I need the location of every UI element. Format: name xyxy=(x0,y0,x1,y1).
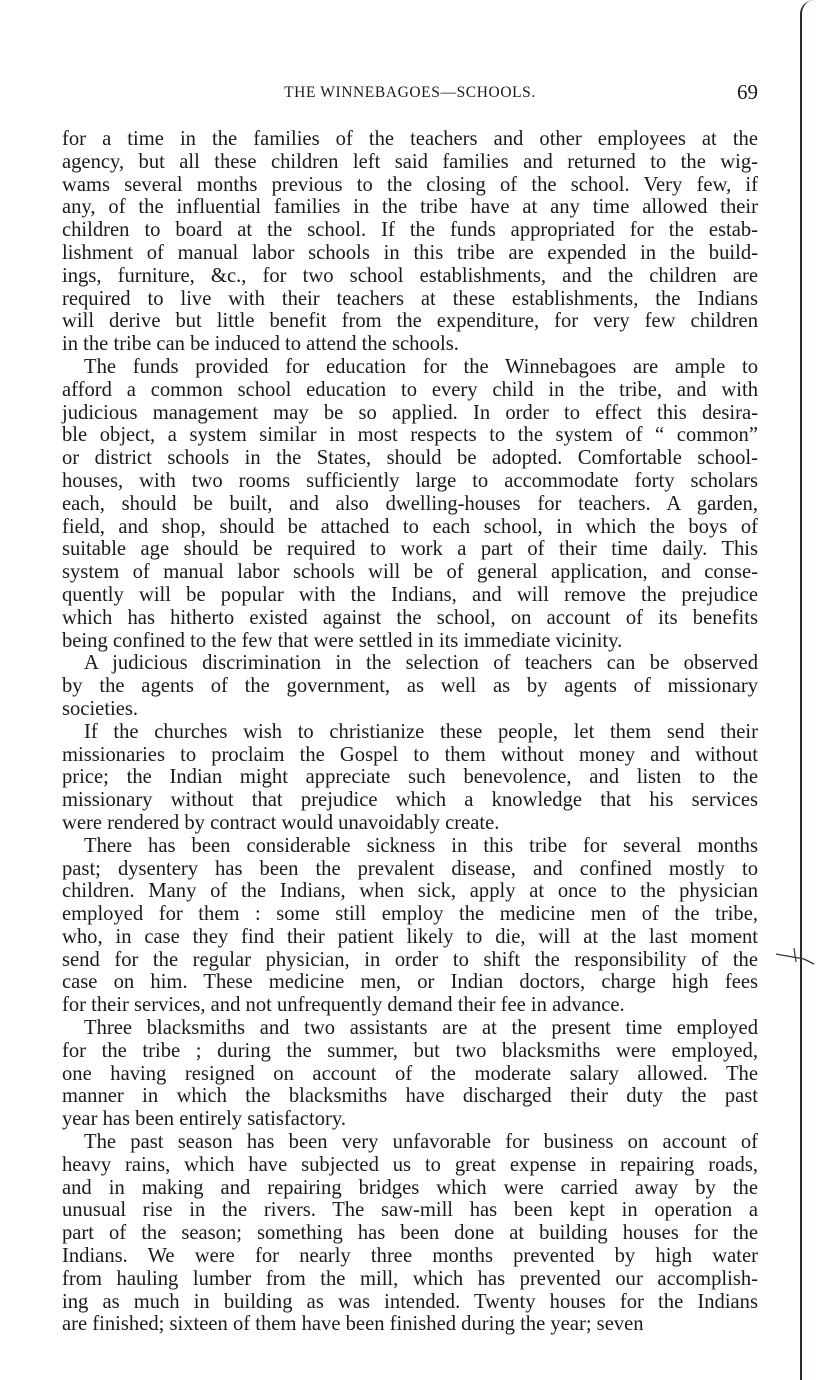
text-line: There has been considerable sickness in this tribe for several months xyxy=(84,834,758,857)
paragraph xyxy=(62,652,758,720)
text-line: were rendered by contract would unavoidably create. xyxy=(62,811,500,834)
text-line: price; the Indian might appreciate such benevolence, and listen to the xyxy=(62,766,758,789)
text-line: for their services, and not unfrequently demand their fee in advance. xyxy=(62,994,625,1017)
text-line: children. Many of the Indians, when sick, apply at once to the physician xyxy=(62,880,758,903)
text-line: one having resigned on account of the moderate salary allowed. The xyxy=(62,1062,758,1085)
text-line: from hauling lumber from the mill, which has prevented our accomplish- xyxy=(62,1267,758,1290)
text-line: send for the regular physician, in order to shift the responsibility of the xyxy=(62,948,758,971)
text-line: and in making and repairing bridges which were carried away by the xyxy=(62,1176,758,1199)
text-line: part of the season; something has been done at building houses for the xyxy=(62,1222,758,1245)
text-line: system of manual labor schools will be of general application, and conse- xyxy=(62,561,758,584)
text-line: being confined to the few that were settled in its immediate vicinity. xyxy=(62,629,623,652)
text-line: which has hitherto existed against the school, on account of its benefits xyxy=(62,606,758,629)
text-line: The past season has been very unfavorable for business on account of xyxy=(84,1131,758,1154)
text-line: any, of the influential families in the tribe have at any time allowed their xyxy=(62,196,758,219)
text-line: houses, with two rooms sufficiently large to accommodate forty scholars xyxy=(62,469,758,492)
paragraph xyxy=(62,356,758,652)
text-line: will derive but little benefit from the expenditure, for very few children xyxy=(62,310,758,333)
text-line: quently will be popular with the Indians, and will remove the prejudice xyxy=(62,583,758,606)
paragraph xyxy=(62,835,758,1017)
text-line: Indians. We were for nearly three months prevented by high water xyxy=(62,1245,758,1268)
text-line: agency, but all these children left said families and returned to the wig- xyxy=(62,150,758,173)
body-text xyxy=(62,128,758,1336)
text-line: wams several months previous to the closing of the school. Very few, if xyxy=(62,173,758,196)
page-number: 69 xyxy=(737,80,758,104)
text-line: missionary without that prejudice which a knowledge that his services xyxy=(62,789,758,812)
text-line: suitable age should be required to work a part of their time daily. This xyxy=(62,538,758,561)
margin-annotation-mark xyxy=(774,944,816,968)
paragraph xyxy=(62,1017,758,1131)
text-line: are finished; sixteen of them have been finished during the year; seven xyxy=(62,1313,644,1336)
text-line: judicious management may be so applied. In order to effect this desira- xyxy=(62,401,758,424)
text-line: afford a common school education to every child in the tribe, and with xyxy=(62,378,758,401)
text-line: past; dysentery has been the prevalent disease, and confined mostly to xyxy=(62,857,758,880)
text-line: for the tribe ; during the summer, but two blacksmiths were employed, xyxy=(62,1039,758,1062)
text-line: societies. xyxy=(62,697,139,720)
text-line: heavy rains, which have subjected us to great expense in repairing roads, xyxy=(62,1153,758,1176)
text-line: A judicious discrimination in the selection of teachers can be observed xyxy=(84,652,758,675)
page-header xyxy=(62,80,758,108)
text-line: unusual rise in the rivers. The saw-mill has been kept in operation a xyxy=(62,1199,758,1222)
text-line: ing as much in building as was intended. Twenty houses for the Indians xyxy=(62,1290,758,1313)
text-line: by the agents of the government, as well as by agents of missionary xyxy=(62,675,758,698)
text-line: year has been entirely satisfactory. xyxy=(62,1108,346,1131)
text-line: each, should be built, and also dwelling-houses for teachers. A garden, xyxy=(62,492,758,515)
running-title: THE WINNEBAGOES—SCHOOLS. xyxy=(284,84,536,101)
text-line: missionaries to proclaim the Gospel to them without money and without xyxy=(62,743,758,766)
text-line: ings, furniture, &c., for two school establishments, and the children are xyxy=(62,264,758,287)
text-line: for a time in the families of the teachers and other employees at the xyxy=(62,128,758,150)
text-line: If the churches wish to christianize these people, let them send their xyxy=(84,720,758,743)
text-line: employed for them : some still employ the medicine men of the tribe, xyxy=(62,903,758,926)
paragraph xyxy=(62,721,758,835)
paragraph xyxy=(62,128,758,356)
text-line: or district schools in the States, should be adopted. Comfortable school- xyxy=(62,447,758,470)
text-line: The funds provided for education for the Winnebagoes are ample to xyxy=(84,355,758,378)
text-line: ble object, a system similar in most respects to the system of “ common” xyxy=(62,424,758,447)
text-line: Three blacksmiths and two assistants are at the present time employed xyxy=(84,1017,758,1040)
text-line: manner in which the blacksmiths have discharged their duty the past xyxy=(62,1085,758,1108)
text-line: case on him. These medicine men, or Indian doctors, charge high fees xyxy=(62,971,758,994)
text-line: children to board at the school. If the funds appropriated for the estab- xyxy=(62,219,758,242)
paragraph xyxy=(62,1131,758,1336)
text-line: lishment of manual labor schools in this tribe are expended in the build- xyxy=(62,241,758,264)
page-edge xyxy=(800,0,816,1380)
text-line: required to live with their teachers at these establishments, the Indians xyxy=(62,287,758,310)
text-line: who, in case they find their patient likely to die, will at the last moment xyxy=(62,925,758,948)
text-line: field, and shop, should be attached to each school, in which the boys of xyxy=(62,515,758,538)
text-line: in the tribe can be induced to attend the schools. xyxy=(62,333,459,356)
